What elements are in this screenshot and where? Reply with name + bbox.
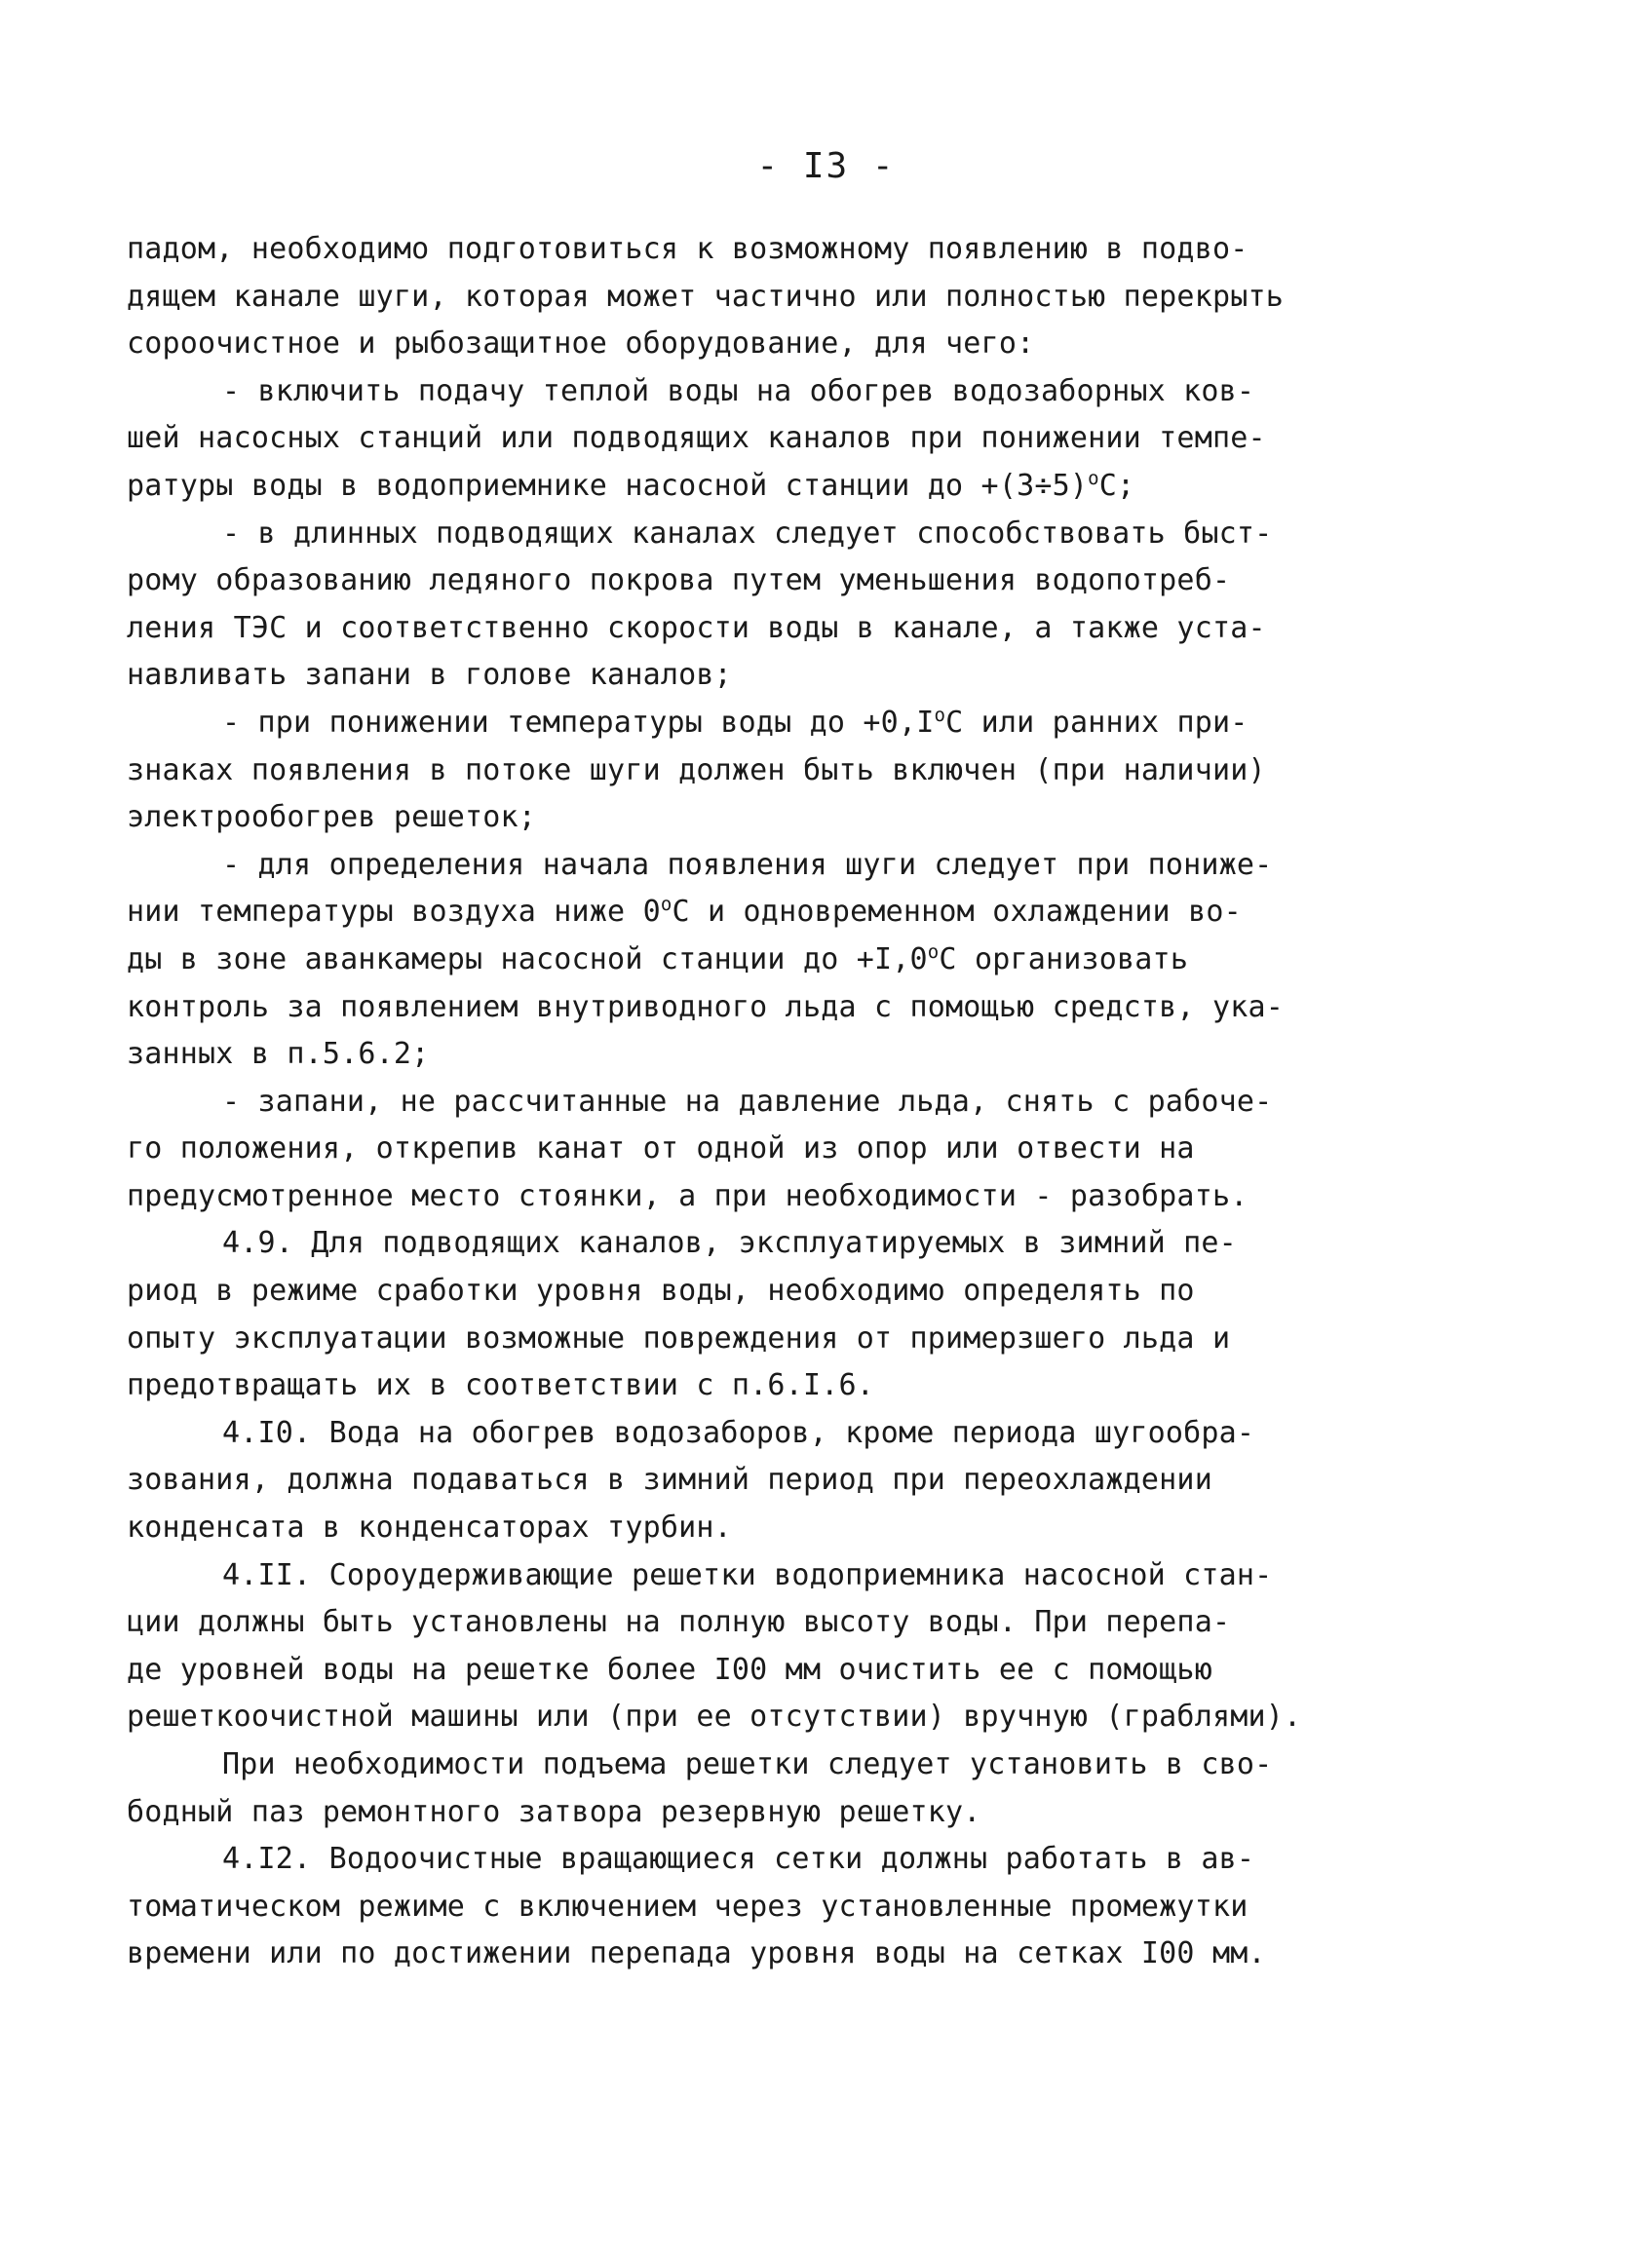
text-line-content: предусмотренное место стоянки, а при необходимости - разобрать. xyxy=(127,1178,1249,1213)
text-line xyxy=(127,1884,1452,1931)
text-line-content: навливать запани в голове каналов; xyxy=(127,658,732,693)
text-line xyxy=(127,1410,1452,1458)
text-line-content: сороочистное и рыбозащитное оборудование, для чего: xyxy=(127,326,1035,362)
text-line-content: нии температуры воздуха ниже 0 xyxy=(127,895,661,930)
text-line xyxy=(127,842,1452,890)
text-line-continuation: C; xyxy=(1098,468,1135,503)
text-line xyxy=(127,794,1452,842)
text-line xyxy=(127,937,1452,984)
text-line-content: ды в зоне аванкамеры насосной станции до +I,0 xyxy=(127,941,928,976)
text-line xyxy=(127,1362,1452,1410)
text-line-content: контроль за появлением внутриводного льда с помощью средств, ука- xyxy=(127,989,1284,1024)
text-line-content: - при понижении температуры воды до +0,I xyxy=(222,705,935,740)
text-line-content: времени или по достижении перепада уровня воды на сетках I00 мм. xyxy=(127,1936,1266,1971)
text-line-content: При необходимости подъема решетки следует установить в сво- xyxy=(222,1747,1273,1781)
text-line-content: конденсата в конденсаторах турбин. xyxy=(127,1510,732,1546)
text-line xyxy=(127,889,1452,937)
text-line-content: ратуры воды в водоприемнике насосной станции до +(3÷5) xyxy=(127,468,1089,503)
text-line xyxy=(127,1268,1452,1316)
text-line xyxy=(127,1931,1452,1978)
text-line xyxy=(127,368,1452,416)
degree-superscript: o xyxy=(927,940,940,963)
text-line xyxy=(127,1552,1452,1600)
text-line xyxy=(127,605,1452,653)
text-line xyxy=(127,415,1452,463)
text-line-content: падом, необходимо подготовиться к возможному появлению в подво- xyxy=(127,232,1249,266)
text-line-content: - включить подачу теплой воды на обогрев водозаборных ков- xyxy=(222,373,1255,408)
degree-superscript: o xyxy=(660,894,672,916)
text-line xyxy=(127,511,1452,558)
text-line xyxy=(127,1836,1452,1884)
text-line xyxy=(127,747,1452,795)
text-line-content: шей насосных станций или подводящих каналов при понижении темпе- xyxy=(127,421,1266,456)
text-line-content: риод в режиме сработки уровня воды, необходимо определять по xyxy=(127,1274,1195,1309)
text-line-content: де уровней воды на решетке более I00 мм очистить ее с помощью xyxy=(127,1652,1212,1687)
text-line-content: го положения, открепив канат от одной из опор или отвести на xyxy=(127,1131,1195,1166)
text-line xyxy=(127,1599,1452,1647)
text-line xyxy=(127,1741,1452,1789)
text-line-content: занных в п.5.6.2; xyxy=(127,1037,430,1072)
text-line-content: 4.II. Сороудерживающие решетки водоприемника насосной стан- xyxy=(222,1557,1273,1592)
text-line-content: рому образованию ледяного покрова путем уменьшения водопотреб- xyxy=(127,563,1231,598)
text-line xyxy=(127,984,1452,1032)
body-text xyxy=(127,226,1452,1978)
text-line xyxy=(127,1505,1452,1552)
text-line-continuation: C и одновременном охлаждении во- xyxy=(672,895,1242,930)
text-line xyxy=(127,1173,1452,1221)
text-line-content: - в длинных подводящих каналах следует способствовать быст- xyxy=(222,516,1273,551)
text-line-content: 4.I0. Вода на обогрев водозаборов, кроме периода шугообра- xyxy=(222,1415,1255,1450)
text-line xyxy=(127,321,1452,368)
text-line xyxy=(127,226,1452,274)
text-line xyxy=(127,1031,1452,1079)
text-line xyxy=(127,1220,1452,1268)
text-line-content: знаках появления в потоке шуги должен быть включен (при наличии) xyxy=(127,752,1266,787)
text-line xyxy=(127,652,1452,700)
text-line-content: ции должны быть установлены на полную высоту воды. При перепа- xyxy=(127,1605,1231,1640)
text-line-content: бодный паз ремонтного затвора резервную решетку. xyxy=(127,1794,981,1829)
text-line-content: 4.I2. Водоочистные вращающиеся сетки должны работать в ав- xyxy=(222,1842,1255,1877)
text-line-content: опыту эксплуатации возможные повреждения от примерзшего льда и xyxy=(127,1320,1231,1356)
text-line-content: электрообогрев решеток; xyxy=(127,800,537,835)
text-line-content: - запани, не рассчитанные на давление льда, снять с рабоче- xyxy=(222,1084,1273,1119)
degree-superscript: o xyxy=(1088,467,1099,489)
text-line xyxy=(127,1457,1452,1505)
text-line-continuation: C организовать xyxy=(939,941,1189,976)
text-line xyxy=(127,1694,1452,1741)
text-line xyxy=(127,463,1452,511)
text-line xyxy=(127,557,1452,605)
text-line xyxy=(127,274,1452,322)
text-line xyxy=(127,1126,1452,1173)
text-line-continuation: C или ранних при- xyxy=(945,705,1249,740)
text-line-content: предотвращать их в соответствии с п.6.I.6. xyxy=(127,1368,874,1403)
text-line-content: дящем канале шуги, которая может частично или полностью перекрыть xyxy=(127,279,1284,314)
text-line xyxy=(127,1316,1452,1363)
text-line-content: - для определения начала появления шуги следует при пониже- xyxy=(222,847,1273,882)
text-line-content: ления ТЭС и соответственно скорости воды в канале, а также уста- xyxy=(127,610,1266,645)
text-line-content: томатическом режиме с включением через установленные промежутки xyxy=(127,1889,1249,1924)
text-line-content: решеткоочистной машины или (при ее отсутствии) вручную (граблями). xyxy=(127,1700,1302,1735)
text-line xyxy=(127,700,1452,747)
text-line-content: зования, должна подаваться в зимний период при переохлаждении xyxy=(127,1463,1212,1498)
text-line-content: 4.9. Для подводящих каналов, эксплуатируемых в зимний пе- xyxy=(222,1226,1237,1261)
page-number: - I3 - xyxy=(756,146,896,186)
degree-superscript: o xyxy=(934,704,946,726)
text-line xyxy=(127,1789,1452,1837)
text-line xyxy=(127,1647,1452,1695)
text-line xyxy=(127,1079,1452,1127)
